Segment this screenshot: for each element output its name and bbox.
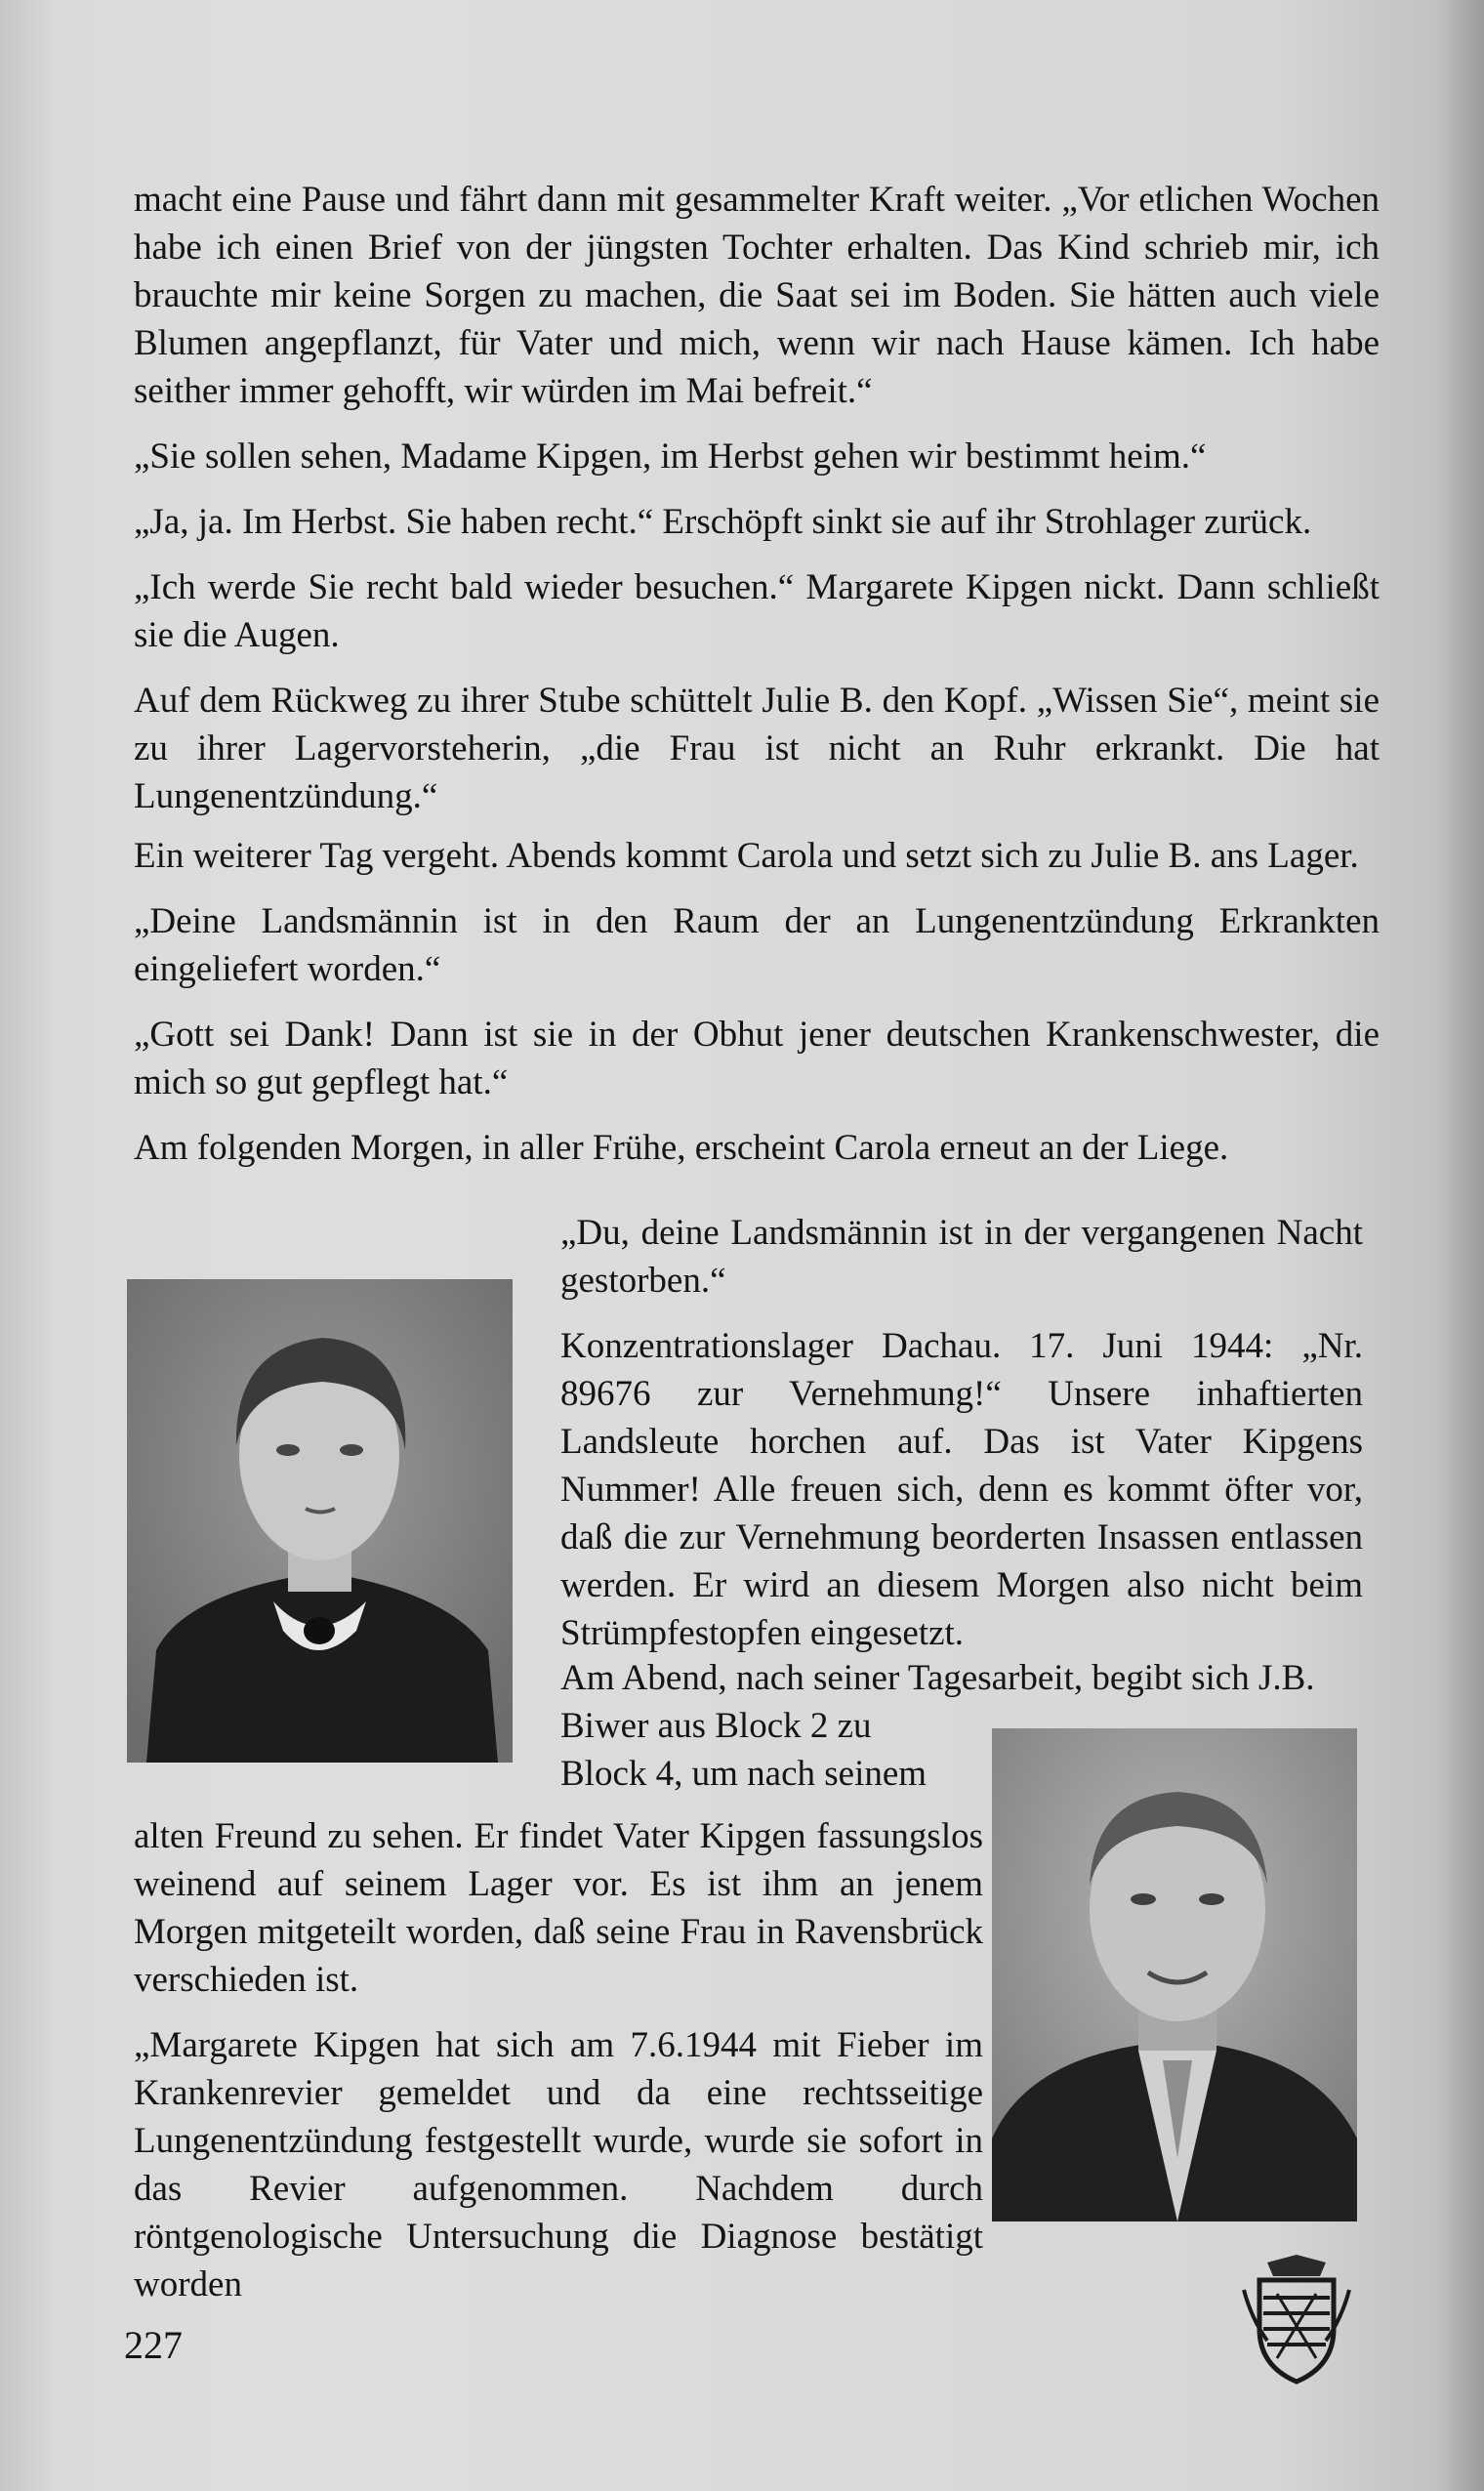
- portrait-woman-image: [127, 1279, 513, 1763]
- portrait-margarete-kipgen: [127, 1279, 513, 1763]
- portrait-vater-kipgen: [992, 1728, 1357, 2221]
- paragraph: Am folgenden Morgen, in aller Frühe, erscheint Carola erneut an der Liege.: [134, 1128, 1229, 1168]
- paragraph: „Gott sei Dank! Dann ist sie in der Obhut jener deutschen Krankenschwester, die mich so gut gepflegt hat.“: [134, 1015, 1380, 1102]
- text-line: Block 4, um nach seinem: [560, 1754, 928, 1794]
- paragraph: „Margarete Kipgen hat sich am 7.6.1944 mit Fieber im Krankenrevier gemeldet und da eine rechtsseitige Lungenentzündung festgestellt wurde, wurde sie sofort in das Revier aufgenommen. Nachdem durch röntgenologische Untersuchung die Diagnose bestätigt worden: [134, 2025, 983, 2304]
- text-block-top: [134, 176, 1380, 1189]
- paragraph: „Deine Landsmännin ist in den Raum der an Lungenentzündung Erkrankten eingeliefert worden.“: [134, 901, 1380, 989]
- paragraph: Konzentrationslager Dachau. 17. Juni 1944: „Nr. 89676 zur Vernehmung!“ Unsere inhaftierten Landsleute horchen auf. Das ist Vater Kipgens Nummer! Alle freuen sich, denn es kommt öfter vor, daß die zur Vernehmung beorderten Insassen entlassen werden. Er wird an diesem Morgen also nicht beim Strümpfestopfen eingesetzt.: [560, 1326, 1363, 1653]
- paragraph: „Du, deine Landsmännin ist in der vergangenen Nacht gestorben.“: [560, 1213, 1363, 1301]
- text-block-right-column: [560, 1209, 1363, 1675]
- paragraph: Ein weiterer Tag vergeht. Abends kommt Carola und setzt sich zu Julie B. ans Lager.: [134, 836, 1359, 876]
- paragraph: „Sie sollen sehen, Madame Kipgen, im Herbst gehen wir bestimmt heim.“: [134, 436, 1207, 477]
- paragraph: „Ich werde Sie recht bald wieder besuchen.“ Margarete Kipgen nickt. Dann schließt sie die Augen.: [134, 567, 1380, 655]
- paragraph: Auf dem Rückweg zu ihrer Stube schüttelt Julie B. den Kopf. „Wissen Sie“, meint sie zu ihrer Lagervorsteherin, „die Frau ist nicht an Ruhr erkrankt. Die hat Lungenentzündung.“: [134, 681, 1380, 816]
- portrait-man-image: [992, 1728, 1357, 2221]
- text-line: Am Abend, nach seiner Tagesarbeit, begibt sich J.B.: [560, 1658, 1315, 1698]
- paragraph: „Ja, ja. Im Herbst. Sie haben recht.“ Erschöpft sinkt sie auf ihr Strohlager zurück.: [134, 502, 1312, 542]
- text-line: Biwer aus Block 2 zu: [560, 1706, 872, 1746]
- text-block-left-column: [134, 1812, 983, 2326]
- coat-of-arms-icon: [1238, 2251, 1355, 2392]
- paragraph: alten Freund zu sehen. Er findet Vater Kipgen fassungslos weinend auf seinem Lager vor. Es ist ihm an jenem Morgen mitgeteilt worden, daß seine Frau in Ravensbrück verschieden ist.: [134, 1816, 983, 2000]
- paragraph: macht eine Pause und fährt dann mit gesammelter Kraft weiter. „Vor etlichen Wochen habe ich einen Brief von der jüngsten Tochter erhalten. Das Kind schrieb mir, ich brauchte mir keine Sorgen zu machen, die Saat sei im Boden. Sie hätten auch viele Blumen angepflanzt, für Vater und mich, wenn wir nach Hause kämen. Ich habe seither immer gehofft, wir würden im Mai befreit.“: [134, 180, 1380, 411]
- page-number: 227: [124, 2323, 183, 2367]
